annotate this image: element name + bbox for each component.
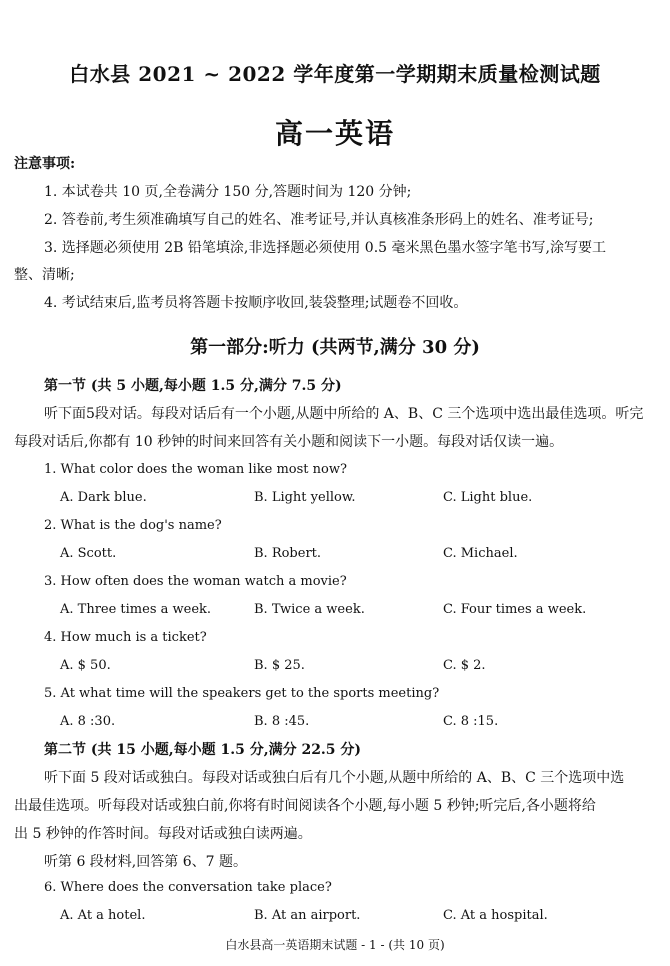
- question: 5. At what time will the speakers get to the sports meeting?: [44, 686, 440, 701]
- option-c: C. Four times a week.: [443, 602, 587, 617]
- note-item: 4. 考试结束后,监考员将答题卡按顺序收回,装袋整理;试题卷不回收。: [44, 295, 468, 311]
- option-b: B. Light yellow.: [254, 490, 356, 505]
- question: 1. What color does the woman like most now?: [44, 462, 347, 477]
- option-a: A. $ 50.: [60, 658, 111, 673]
- option-c: C. $ 2.: [443, 658, 486, 673]
- note-item: 2. 答卷前,考生须准确填写自己的姓名、准考证号,并认真核准条形码上的姓名、准考证号;: [44, 212, 594, 228]
- option-b: B. Twice a week.: [254, 602, 365, 617]
- question: 4. How much is a ticket?: [44, 630, 207, 645]
- section1-instruction: 听下面5段对话。每段对话后有一个小题,从题中所给的 A、B、C 三个选项中选出最佳选项。听完: [44, 406, 644, 422]
- option-b: B. 8 :45.: [254, 714, 310, 729]
- notes-heading: 注意事项:: [14, 156, 76, 172]
- exam-title: 白水县 2021 ~ 2022 学年度第一学期期末质量检测试题: [69, 62, 601, 86]
- option-a: A. Three times a week.: [60, 602, 212, 617]
- section2-instruction: 出 5 秒钟的作答时间。每段对话或独白读两遍。: [14, 826, 312, 842]
- option-a: A. Scott.: [60, 546, 117, 561]
- section1-instruction: 每段对话后,你都有 10 秒钟的时间来回答有关小题和阅读下一小题。每段对话仅读一遍。: [14, 434, 564, 450]
- option-c: C. Light blue.: [443, 490, 533, 505]
- option-c: C. Michael.: [443, 546, 518, 561]
- section2-instruction: 出最佳选项。听每段对话或独白前,你将有时间阅读各个小题,每小题 5 秒钟;听完后,各小题将给: [14, 798, 596, 814]
- page-footer: 白水县高一英语期末试题 - 1 - (共 10 页): [225, 938, 445, 952]
- section2-heading: 第二节 (共 15 小题,每小题 1.5 分,满分 22.5 分): [44, 742, 362, 758]
- option-a: A. 8 :30.: [60, 714, 116, 729]
- question: 2. What is the dog's name?: [44, 518, 222, 533]
- question: 6. Where does the conversation take place?: [44, 880, 332, 895]
- question: 3. How often does the woman watch a movie?: [44, 574, 347, 589]
- part1-title: 第一部分:听力 (共两节,满分 30 分): [190, 337, 480, 358]
- note-item: 1. 本试卷共 10 页,全卷满分 150 分,答题时间为 120 分钟;: [44, 184, 412, 200]
- section2-instruction: 听下面 5 段对话或独白。每段对话或独白后有几个小题,从题中所给的 A、B、C 三个选项中选: [44, 770, 625, 786]
- section1-heading: 第一节 (共 5 小题,每小题 1.5 分,满分 7.5 分): [44, 378, 342, 394]
- note-item: 整、清晰;: [14, 267, 75, 283]
- subject-title: 高一英语: [274, 117, 395, 150]
- note-item: 3. 选择题必须使用 2B 铅笔填涂,非选择题必须使用 0.5 毫米黑色墨水签字笔书写,涂写要工: [44, 240, 606, 256]
- option-b: B. At an airport.: [254, 908, 361, 923]
- option-b: B. $ 25.: [254, 658, 305, 673]
- option-c: C. 8 :15.: [443, 714, 499, 729]
- option-a: A. Dark blue.: [60, 490, 147, 505]
- material-note: 听第 6 段材料,回答第 6、7 题。: [44, 854, 247, 870]
- option-b: B. Robert.: [254, 546, 322, 561]
- option-a: A. At a hotel.: [60, 908, 146, 923]
- option-c: C. At a hospital.: [443, 908, 548, 923]
